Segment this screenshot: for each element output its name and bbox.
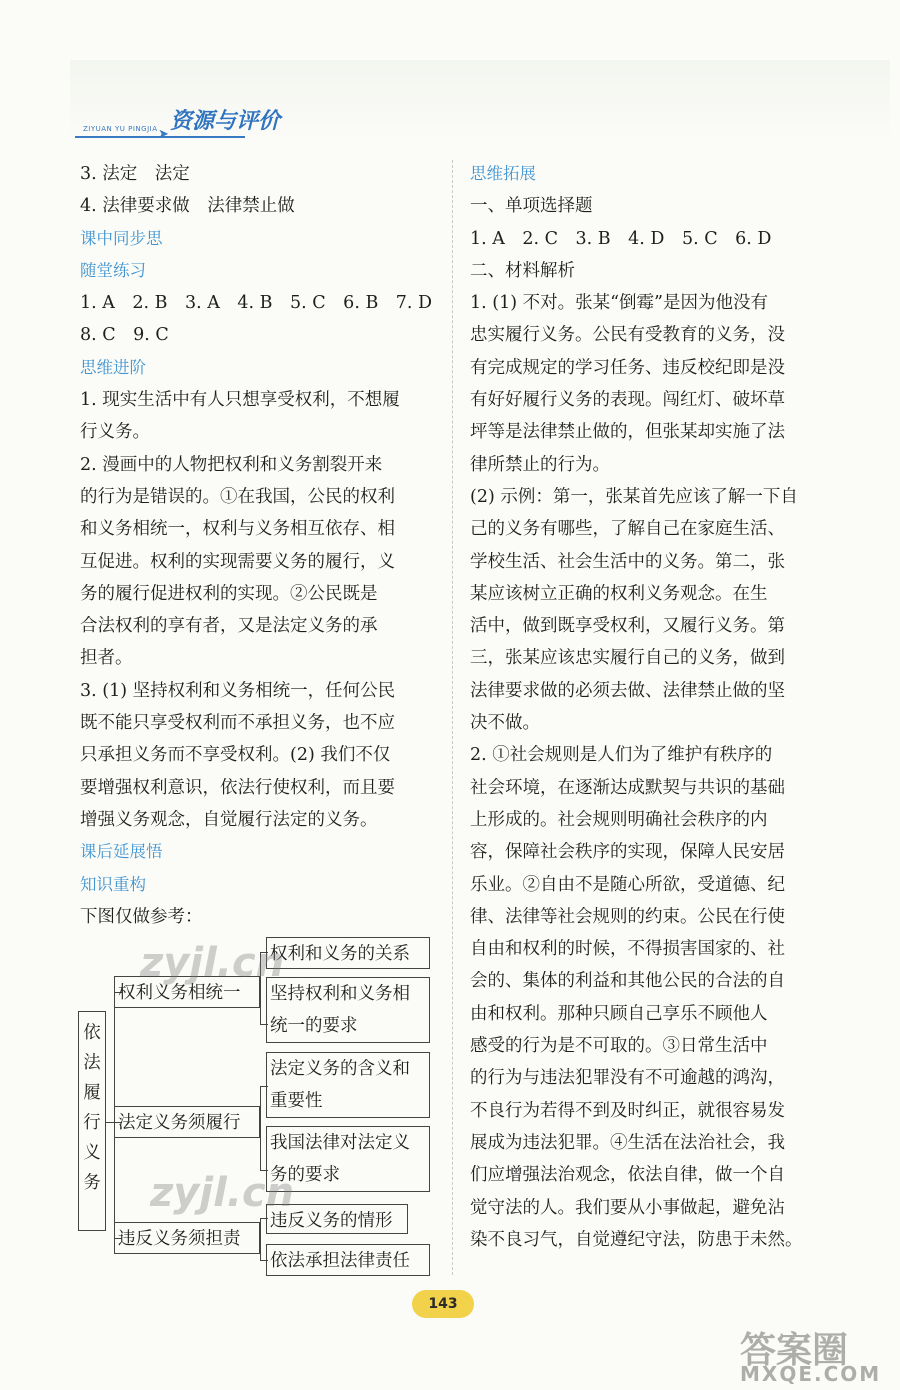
leaf-line: 法定义务的含义和 — [270, 1059, 410, 1079]
site-logo: 答案圈 — [740, 1330, 849, 1371]
text-line: 二、材料解析 — [470, 260, 575, 281]
text-line: 1. 现实生活中有人只想享受权利，不想履 — [80, 390, 400, 411]
leaf-violation-cases: 违反义务的情形 — [266, 1204, 408, 1234]
text-line: 合法权利的享有者，又是法定义务的承 — [80, 616, 378, 637]
section-heading: 思维进阶 — [80, 357, 146, 377]
arrow-right-icon: ➤ — [158, 127, 169, 142]
connector — [260, 1086, 261, 1170]
text-line: 不良行为若得不到及时纠正，就很容易发 — [470, 1100, 785, 1121]
text-line: 容，保障社会秩序的实现，保障人民安居 — [470, 842, 785, 863]
leaf-legal-liability: 依法承担法律责任 — [266, 1244, 430, 1276]
connector — [260, 1218, 261, 1260]
text-line: 1. A 2. B 3. A 4. B 5. C 6. B 7. D — [80, 293, 433, 314]
site-url: MXQE.COM — [740, 1362, 882, 1386]
text-line: 的行为与违法犯罪没有不可逾越的鸿沟， — [470, 1068, 785, 1089]
watermark: zyjl.cn — [140, 940, 285, 986]
text-line: 乐业。②自由不是随心所欲，受道德、纪 — [470, 874, 785, 895]
text-line: 只承担义务而不享受权利。(2) 我们不仅 — [80, 745, 391, 766]
root-char: 履 — [83, 1083, 101, 1103]
branch-rights-obligations-unity: 权利义务相统一 — [114, 976, 260, 1008]
text-line: 坪等是法律禁止做的，但张某却实施了法 — [470, 422, 785, 443]
page-number: 143 — [412, 1290, 474, 1318]
leaf-line: 重要性 — [270, 1091, 323, 1111]
branch-violation-liability: 违反义务须担责 — [114, 1222, 260, 1254]
watermark: zyjl.cn — [150, 1170, 295, 1216]
text-line: 感受的行为是不可取的。③日常生活中 — [470, 1036, 768, 1057]
text-line: 染不良习气，自觉遵纪守法，防患于未然。 — [470, 1229, 803, 1250]
leaf-line: 我国法律对法定义 — [270, 1133, 410, 1153]
text-line: 下图仅做参考： — [80, 906, 203, 927]
text-line: 3. (1) 坚持权利和义务相统一，任何公民 — [80, 680, 396, 701]
text-line: 律所禁止的行为。 — [470, 454, 610, 475]
text-line: 3. 法定 法定 — [80, 164, 190, 184]
text-line: 有好好履行义务的表现。闯红灯、破坏草 — [470, 390, 785, 411]
text-line: 觉守法的人。我们要从小事做起，避免沾 — [470, 1197, 785, 1218]
text-line: 学校生活、社会生活中的义务。第二，张 — [470, 551, 785, 572]
text-line: 上形成的。社会规则明确社会秩序的内 — [470, 809, 768, 830]
section-heading: 知识重构 — [80, 874, 146, 894]
text-line: 要增强权利意识，依法行使权利，而且要 — [80, 777, 395, 798]
mind-map — [74, 936, 444, 1281]
leaf-duty-meaning — [266, 1052, 430, 1118]
text-line: 的行为是错误的。①在我国，公民的权利 — [80, 486, 395, 507]
text-line: 和义务相统一，权利与义务相互依存、相 — [80, 519, 395, 540]
section-heading: 思维拓展 — [470, 164, 536, 183]
text-line: 有完成规定的学习任务、违反校纪即是没 — [470, 357, 785, 378]
text-line: 担者。 — [80, 648, 133, 669]
text-line: 行义务。 — [80, 422, 150, 443]
text-line: 己的义务有哪些，了解自己在家庭生活、 — [470, 519, 785, 540]
text-line: 自由和权利的时候，不得损害国家的、社 — [470, 939, 785, 960]
text-line: 忠实履行义务。公民有受教育的义务，没 — [470, 325, 785, 346]
root-char: 务 — [83, 1173, 101, 1193]
text-line: 由和权利。那种只顾自己享乐不顾他人 — [470, 1003, 768, 1024]
leaf-adhere-unity — [266, 977, 430, 1043]
text-line: (2) 示例：第一，张某首先应该了解一下自 — [470, 486, 798, 507]
text-line: 某应该树立正确的权利义务观念。在生 — [470, 583, 768, 604]
root-char: 义 — [83, 1143, 101, 1163]
text-line: 决不做。 — [470, 713, 540, 734]
root-char: 行 — [83, 1113, 101, 1133]
text-line: 法律要求做的必须去做、法律禁止做的坚 — [470, 680, 785, 701]
leaf-line: 统一的要求 — [270, 1016, 358, 1036]
text-line: 活中，做到既享受权利，又履行义务。第 — [470, 616, 785, 637]
section-heading: 课中同步思 — [80, 228, 163, 248]
leaf-line: 务的要求 — [270, 1165, 340, 1185]
right-column — [470, 158, 820, 1256]
text-line: 8. C 9. C — [80, 325, 169, 346]
text-line: 社会环境，在逐渐达成默契与共识的基础 — [470, 777, 785, 798]
text-line: 1. (1) 不对。张某“倒霉”是因为他没有 — [470, 293, 769, 314]
left-column — [80, 158, 433, 933]
section-heading: 课后延展悟 — [80, 842, 163, 862]
connector — [106, 1122, 114, 1123]
text-line: 务的履行促进权利的实现。②公民既是 — [80, 583, 378, 604]
text-line: 律、法律等社会规则的约束。公民在行使 — [470, 906, 785, 927]
text-line: 们应增强法治观念，依法自律，做一个自 — [470, 1165, 785, 1186]
column-divider — [452, 160, 454, 1275]
text-line: 增强义务观念，自觉履行法定的义务。 — [80, 809, 378, 830]
text-line: 会的、集体的利益和其他公民的合法的自 — [470, 971, 785, 992]
text-line: 1. A 2. C 3. B 4. D 5. C 6. D — [470, 228, 772, 249]
mindmap-root — [78, 1011, 106, 1231]
text-line: 2. 漫画中的人物把权利和义务割裂开来 — [80, 454, 383, 475]
text-line: 三，张某应该忠实履行自己的义务，做到 — [470, 648, 785, 669]
text-line: 既不能只享受权利而不承担义务，也不应 — [80, 713, 395, 734]
root-char: 法 — [83, 1053, 101, 1073]
text-line: 展成为违法犯罪。④生活在法治社会，我 — [470, 1132, 785, 1153]
root-char: 依 — [83, 1023, 101, 1043]
leaf-line: 坚持权利和义务相 — [270, 984, 410, 1004]
book-title: 资源与评价 — [170, 109, 281, 134]
branch-duties-must-be-fulfilled: 法定义务须履行 — [114, 1106, 260, 1138]
text-line: 2. ①社会规则是人们为了维护有秩序的 — [470, 745, 773, 766]
text-line: 互促进。权利的实现需要义务的履行，义 — [80, 551, 395, 572]
header-pinyin: ZIYUAN YU PINGJIA — [83, 125, 158, 133]
text-line: 一、单项选择题 — [470, 196, 593, 217]
leaf-rights-obligations-relation: 权利和义务的关系 — [266, 937, 430, 969]
text-line: 4. 法律要求做 法律禁止做 — [80, 196, 295, 217]
section-heading: 随堂练习 — [80, 260, 146, 280]
